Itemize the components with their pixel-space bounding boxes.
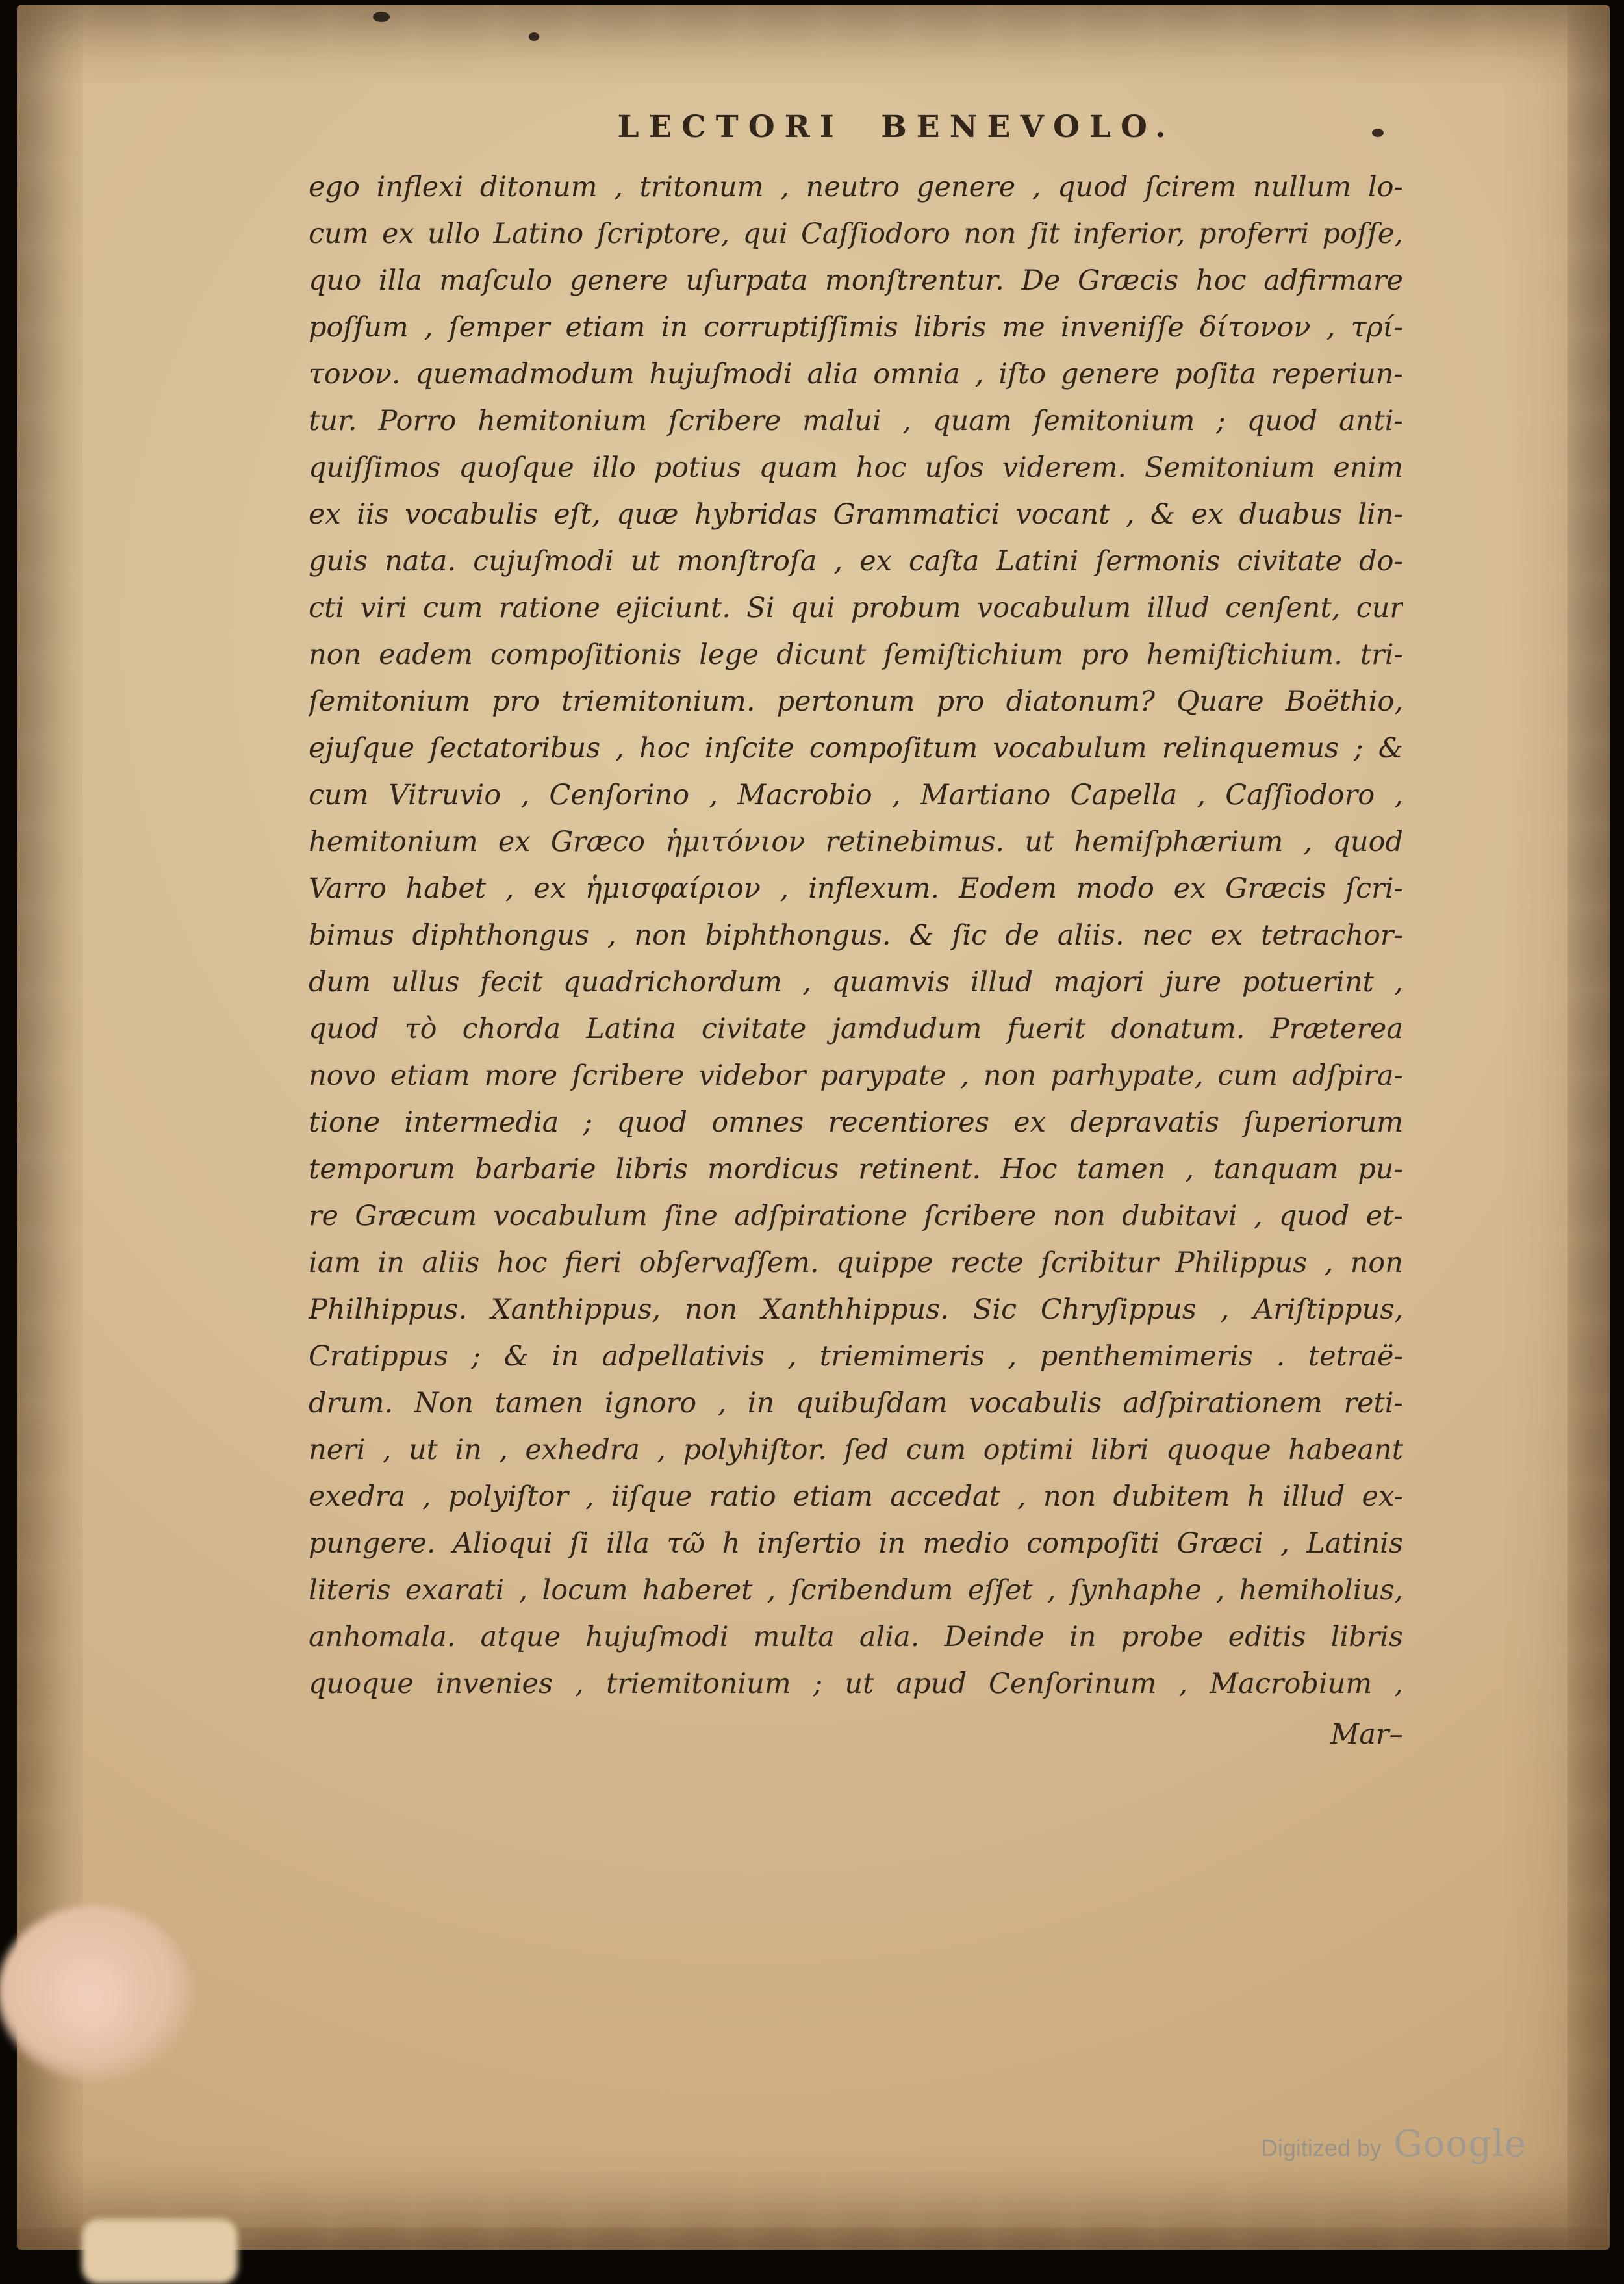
text-line: hemitonium ex Græco ἡμιτόνιον retinebimus. ut hemiſphærium , quod [309,826,1403,858]
text-line: drum. Non tamen ignoro , in quibuſdam vocabulis adſpirationem reti- [309,1387,1403,1419]
text-line: tione intermedia ; quod omnes recentiores ex depravatis ſuperiorum [309,1106,1403,1139]
text-line: exedra , polyiſtor , iiſque ratio etiam accedat , non dubitem h illud ex- [309,1480,1403,1513]
text-line: Cratippus ; & in adpellativis , triemimeris , penthemimeris . tetraë- [309,1340,1403,1373]
text-line: iam in aliis hoc fieri obſervaſſem. quippe recte ſcribitur Philippus , non [309,1247,1403,1279]
paper-stain [82,2219,238,2284]
text-line: temporum barbarie libris mordicus retinent. Hoc tamen , tanquam pu- [309,1153,1403,1186]
ink-spot [529,32,539,41]
body-text [309,164,1403,1707]
text-line: quo illa maſculo genere uſurpata monſtrentur. De Græcis hoc adfirmare [309,264,1403,297]
text-line: ex iis vocabulis eſt, quæ hybridas Grammatici vocant , & ex duabus lin- [309,498,1403,531]
text-line: poſſum , ſemper etiam in corruptiſſimis libris me inveniſſe δίτονον , τρί- [309,311,1403,344]
text-line: quoque invenies , triemitonium ; ut apud Cenſorinum , Macrobium , [309,1668,1403,1700]
text-line: bimus diphthongus , non biphthongus. & ſic de aliis. nec ex tetrachor- [309,919,1403,952]
text-line: pungere. Alioqui ſi illa τῶ h inſertio in medio compoſiti Græci , Latinis [309,1527,1403,1560]
text-line: quiſſimos quoſque illo potius quam hoc uſos viderem. Semitonium enim [309,451,1403,484]
text-line: neri , ut in , exhedra , polyhiſtor. ſed cum optimi libri quoque habeant [309,1434,1403,1466]
text-line: ego inflexi ditonum , tritonum , neutro genere , quod ſcirem nullum lo- [309,171,1403,203]
watermark-prefix: Digitized by [1260,2135,1382,2161]
google-logo: Google [1393,2123,1527,2165]
text-line: dum ullus fecit quadrichordum , quamvis illud majori jure potuerint , [309,966,1403,998]
digitized-watermark [1261,2123,1527,2165]
text-line: cum Vitruvio , Cenſorino , Macrobio , Martiano Capella , Caſſiodoro , [309,779,1403,811]
text-line: Varro habet , ex ἡμισφαίριον , inflexum. Eodem modo ex Græcis ſcri- [309,872,1403,905]
page-header: LECTORI BENEVOLO. [617,109,1176,145]
text-line: quod τὸ chorda Latina civitate jamdudum fuerit donatum. Præterea [309,1013,1403,1045]
text-line: ejuſque ſectatoribus , hoc inſcite compoſitum vocabulum relinquemus ; & [309,732,1403,765]
text-line: literis exarati , locum haberet , ſcribendum eſſet , ſynhaphe , hemiholius, [309,1574,1403,1606]
catchword: Mar– [1330,1718,1403,1751]
text-line: novo etiam more ſcribere videbor parypate , non parhypate, cum adſpira- [309,1060,1403,1092]
text-line: Philhippus. Xanthippus, non Xanthhippus. Sic Chryſippus , Ariſtippus, [309,1293,1403,1326]
ink-spot [373,12,390,22]
text-line: ſemitonium pro triemitonium. pertonum pro diatonum? Quare Boëthio, [309,685,1403,718]
paper-stain [43,1948,140,2051]
text-line: guis nata. cujuſmodi ut monſtroſa , ex caſta Latini ſermonis civitate do- [309,545,1403,577]
text-line: re Græcum vocabulum ſine adſpiratione ſcribere non dubitavi , quod et- [309,1200,1403,1232]
text-line: cum ex ullo Latino ſcriptore, qui Caſſiodoro non ſit inferior, proferri poſſe, [309,218,1403,250]
text-line: tur. Porro hemitonium ſcribere malui , quam ſemitonium ; quod anti- [309,405,1403,437]
text-line: non eadem compoſitionis lege dicunt ſemiſtichium pro hemiſtichium. tri- [309,639,1403,671]
text-line: cti viri cum ratione ejiciunt. Si qui probum vocabulum illud cenſent, cur [309,592,1403,624]
text-line: τονον. quemadmodum hujuſmodi alia omnia , iſto genere poſita reperiun- [309,358,1403,390]
text-line: anhomala. atque hujuſmodi multa alia. Deinde in probe editis libris [309,1621,1403,1653]
paper-stain [0,1905,192,2081]
